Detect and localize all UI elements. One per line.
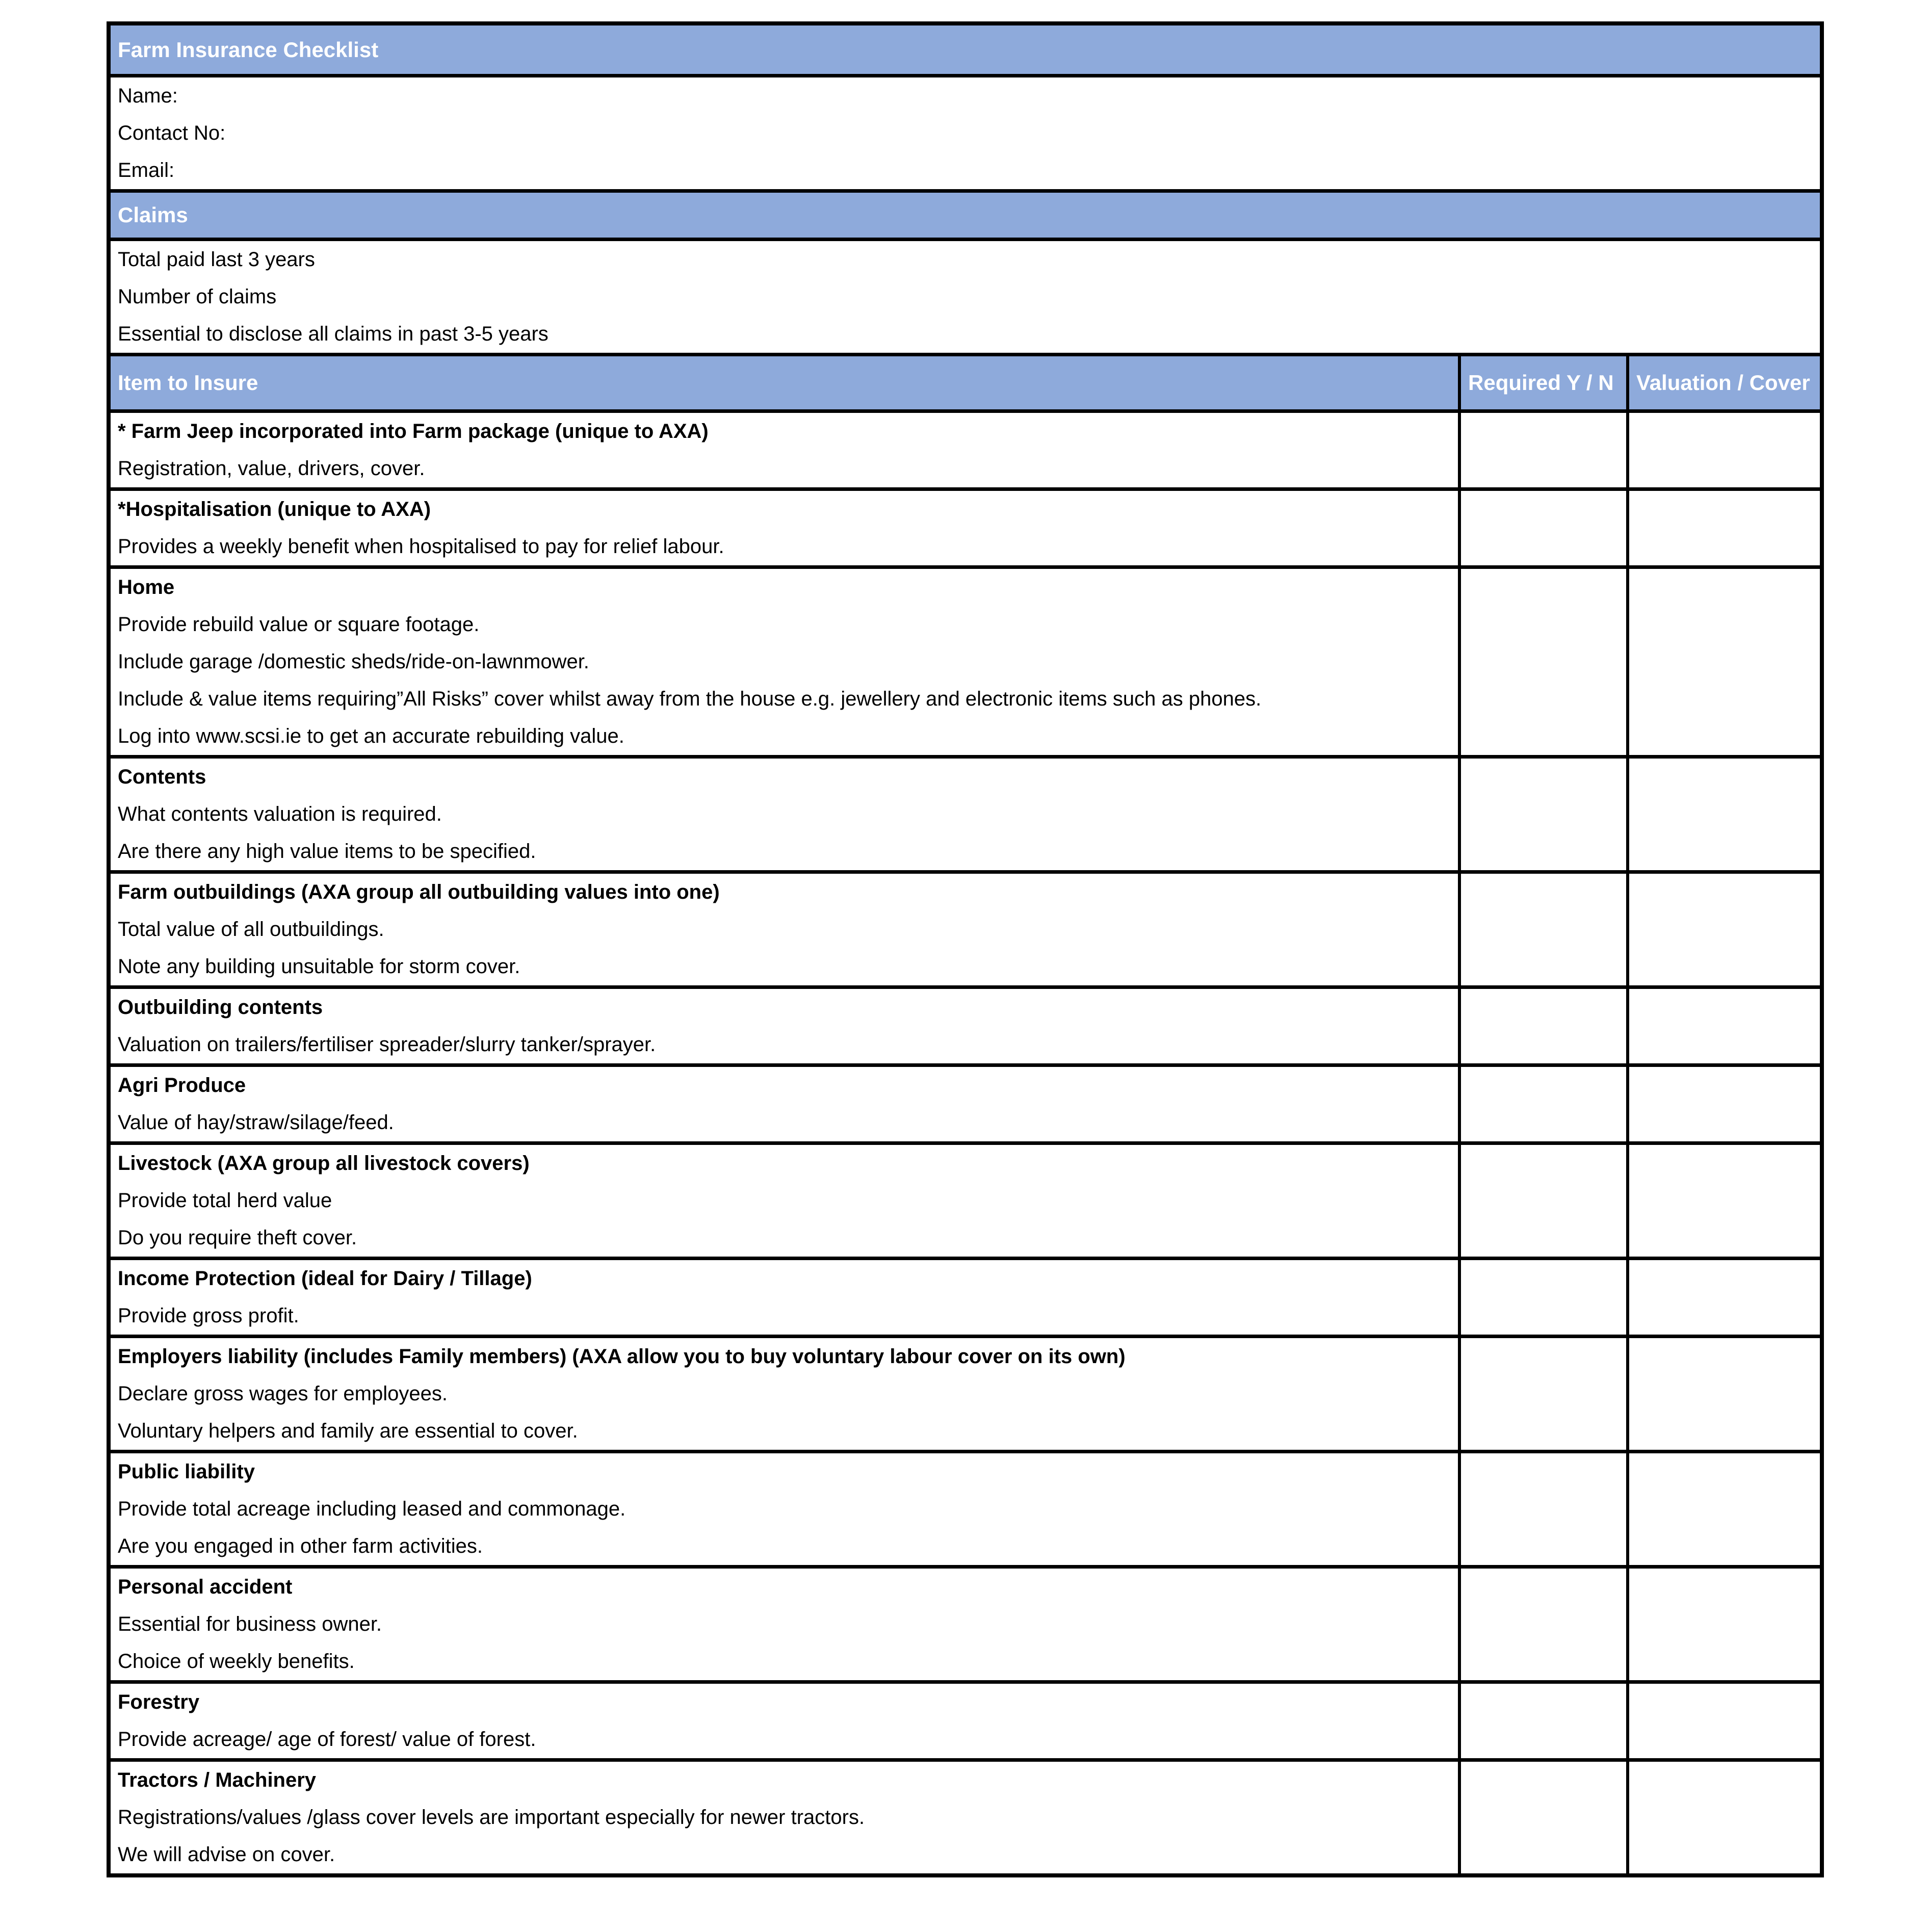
item-detail: Essential for business owner. <box>118 1613 382 1635</box>
required-cell[interactable] <box>1458 1684 1626 1758</box>
item-row-contents <box>111 755 1820 870</box>
valuation-cell[interactable] <box>1626 1684 1820 1758</box>
email-label: Email: <box>118 159 175 181</box>
item-title: Public liability <box>118 1460 255 1483</box>
valuation-cell[interactable] <box>1626 759 1820 870</box>
valuation-cell[interactable] <box>1626 569 1820 755</box>
item-row-hospitalisation <box>111 487 1820 565</box>
farm-insurance-checklist-table <box>107 21 1824 1877</box>
item-detail: Value of hay/straw/silage/feed. <box>118 1111 394 1134</box>
email-field[interactable] <box>111 152 1820 189</box>
item-detail: Registration, value, drivers, cover. <box>118 457 425 480</box>
claims-number-line: Number of claims <box>118 285 277 308</box>
item-detail: Provides a weekly benefit when hospitalised to pay for relief labour. <box>118 535 724 558</box>
item-detail: Log into www.scsi.ie to get an accurate rebuilding value. <box>118 725 624 747</box>
required-cell[interactable] <box>1458 1145 1626 1257</box>
name-label: Name: <box>118 85 178 107</box>
valuation-cell[interactable] <box>1626 874 1820 985</box>
items-header-row <box>111 353 1820 409</box>
item-title: Personal accident <box>118 1576 293 1598</box>
item-title: Outbuilding contents <box>118 996 323 1019</box>
item-detail: Provide acreage/ age of forest/ value of forest. <box>118 1728 536 1751</box>
required-cell[interactable] <box>1458 1338 1626 1450</box>
item-title: Tractors / Machinery <box>118 1769 317 1791</box>
valuation-cell[interactable] <box>1626 1569 1820 1680</box>
required-cell[interactable] <box>1458 1762 1626 1873</box>
item-detail: Choice of weekly benefits. <box>118 1650 355 1673</box>
item-title: Income Protection (ideal for Dairy / Tillage) <box>118 1267 532 1290</box>
contact-no-field[interactable] <box>111 115 1820 152</box>
required-cell[interactable] <box>1458 1067 1626 1141</box>
claims-disclose-line: Essential to disclose all claims in past 3-5 years <box>118 323 549 345</box>
item-title: Livestock (AXA group all livestock covers) <box>118 1152 530 1174</box>
item-title: Contents <box>118 766 206 788</box>
item-detail: What contents valuation is required. <box>118 803 442 825</box>
item-row-outbuilding-contents <box>111 985 1820 1063</box>
item-detail: Provide rebuild value or square footage. <box>118 613 480 636</box>
required-cell[interactable] <box>1458 491 1626 565</box>
item-row-home <box>111 565 1820 755</box>
item-row-agri-produce <box>111 1063 1820 1141</box>
required-cell[interactable] <box>1458 413 1626 487</box>
item-detail: Valuation on trailers/fertiliser spreader/slurry tanker/sprayer. <box>118 1033 656 1056</box>
required-cell[interactable] <box>1458 989 1626 1063</box>
valuation-cell[interactable] <box>1626 1145 1820 1257</box>
required-cell[interactable] <box>1458 1569 1626 1680</box>
item-detail: Do you require theft cover. <box>118 1226 357 1249</box>
item-title: Forestry <box>118 1691 200 1713</box>
item-detail: Note any building unsuitable for storm cover. <box>118 955 520 978</box>
col-header-required: Required Y / N <box>1458 356 1626 409</box>
item-detail: Include garage /domestic sheds/ride-on-lawnmower. <box>118 650 589 673</box>
item-title: Home <box>118 576 175 598</box>
valuation-cell[interactable] <box>1626 1067 1820 1141</box>
item-row-tractors-machinery <box>111 1758 1820 1873</box>
item-detail: Voluntary helpers and family are essential to cover. <box>118 1420 578 1442</box>
item-row-forestry <box>111 1680 1820 1758</box>
required-cell[interactable] <box>1458 569 1626 755</box>
item-row-farm-outbuildings <box>111 870 1820 985</box>
valuation-cell[interactable] <box>1626 1260 1820 1335</box>
item-title: * Farm Jeep incorporated into Farm package (unique to AXA) <box>118 420 709 442</box>
claims-section-title: Claims <box>118 203 188 227</box>
item-row-public-liability <box>111 1450 1820 1565</box>
item-detail: Registrations/values /glass cover levels are important especially for newer tractors. <box>118 1806 865 1829</box>
contact-no-label: Contact No: <box>118 122 226 144</box>
required-cell[interactable] <box>1458 1260 1626 1335</box>
valuation-cell[interactable] <box>1626 1453 1820 1565</box>
valuation-cell[interactable] <box>1626 1338 1820 1450</box>
item-title: Employers liability (includes Family members) (AXA allow you to buy voluntary labour cover on its own) <box>118 1345 1126 1368</box>
name-field[interactable] <box>111 77 1820 115</box>
item-title: *Hospitalisation (unique to AXA) <box>118 498 431 520</box>
col-header-valuation: Valuation / Cover <box>1626 356 1820 409</box>
valuation-cell[interactable] <box>1626 491 1820 565</box>
item-detail: Are you engaged in other farm activities. <box>118 1535 483 1557</box>
item-row-personal-accident <box>111 1565 1820 1680</box>
item-title: Agri Produce <box>118 1074 246 1096</box>
item-row-livestock <box>111 1141 1820 1257</box>
contact-section <box>111 74 1820 189</box>
item-detail: Provide total herd value <box>118 1189 332 1212</box>
valuation-cell[interactable] <box>1626 1762 1820 1873</box>
item-detail: Include & value items requiring”All Risks” cover whilst away from the house e.g. jewellery and electronic items such as phones. <box>118 688 1262 710</box>
required-cell[interactable] <box>1458 874 1626 985</box>
claims-section <box>111 238 1820 353</box>
page-title: Farm Insurance Checklist <box>118 37 379 62</box>
table-title-row <box>111 25 1820 74</box>
valuation-cell[interactable] <box>1626 989 1820 1063</box>
required-cell[interactable] <box>1458 759 1626 870</box>
required-cell[interactable] <box>1458 1453 1626 1565</box>
item-detail: Provide gross profit. <box>118 1304 299 1327</box>
item-detail: Total value of all outbuildings. <box>118 918 384 941</box>
claims-total-paid-line: Total paid last 3 years <box>118 248 315 271</box>
item-row-income-protection <box>111 1257 1820 1335</box>
item-detail: Provide total acreage including leased and commonage. <box>118 1498 626 1520</box>
item-row-employers-liability <box>111 1335 1820 1450</box>
item-detail: Are there any high value items to be specified. <box>118 840 536 863</box>
col-header-item-to-insure: Item to Insure <box>118 371 258 395</box>
item-row-farm-jeep <box>111 409 1820 487</box>
valuation-cell[interactable] <box>1626 413 1820 487</box>
claims-header-row <box>111 189 1820 238</box>
item-detail: We will advise on cover. <box>118 1843 335 1866</box>
item-detail: Declare gross wages for employees. <box>118 1382 448 1405</box>
item-title: Farm outbuildings (AXA group all outbuilding values into one) <box>118 881 720 903</box>
